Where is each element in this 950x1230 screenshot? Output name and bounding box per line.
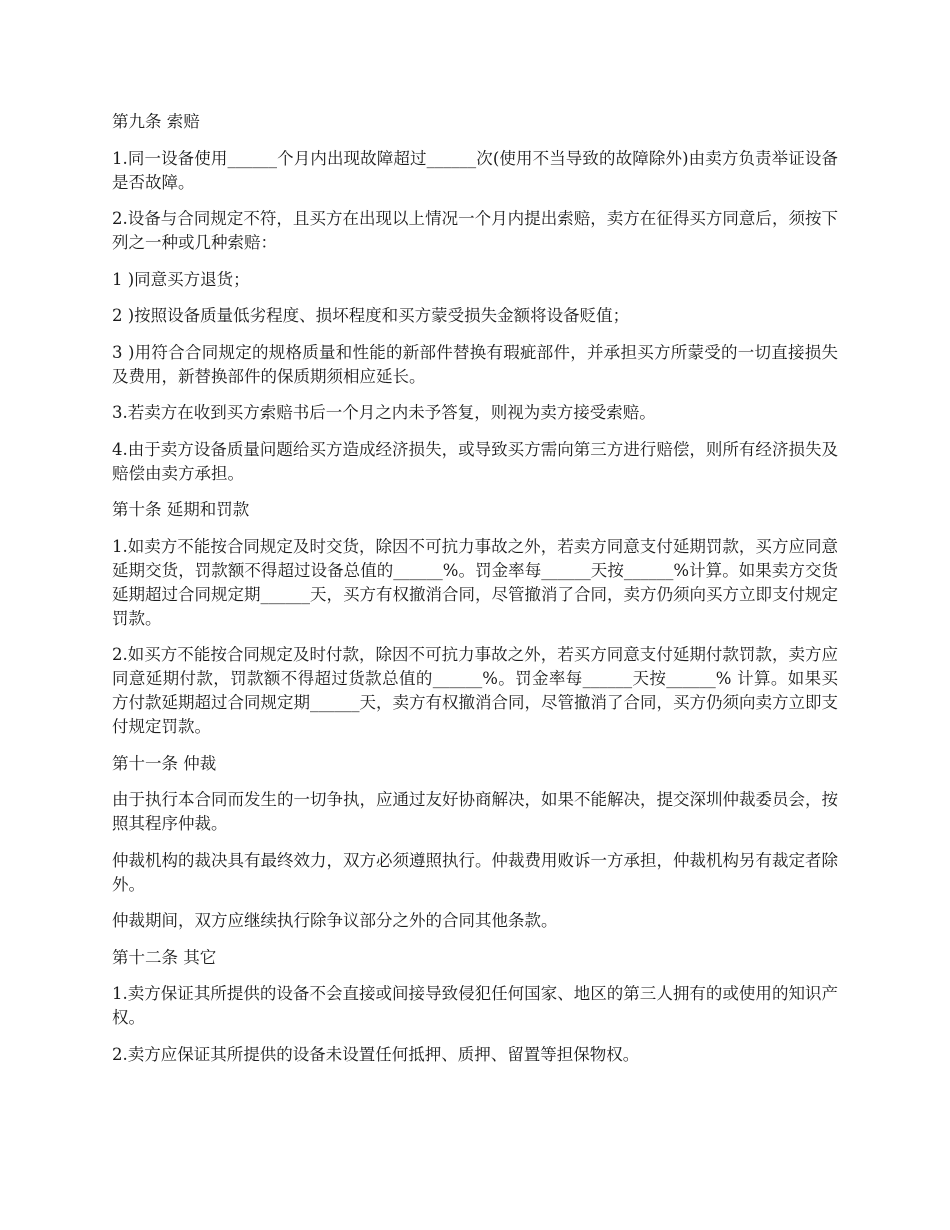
clause-9-2-option-1: 1 )同意买方退货； [112, 269, 250, 289]
clause-9-2-option-3: 3 )用符合合同规定的规格质量和性能的新部件替换有瑕疵部件，并承担买方所蒙受的一切直接损失及费用，新替换部件的保质期须相应延长。 [112, 342, 838, 386]
section-heading-9: 第九条 索赔 [112, 112, 200, 131]
clause-10-2: 2.如买方不能按合同规定及时付款，除因不可抗力事故之外，若买方同意支付延期付款罚款，卖方应同意延期付款，罚款额不得超过货款总值的______%。罚金率每______天按______% 计算。如果买方付款延期超过合同规定期______天，卖方有权撤消合同，尽管撤消了合同，买方仍须向卖方立即支付规定罚款。 [112, 645, 838, 736]
section-heading-10: 第十条 延期和罚款 [112, 500, 250, 519]
clause-9-1: 1.同一设备使用______个月内出现故障超过______次(使用不当导致的故障除外)由卖方负责举证设备是否故障。 [112, 148, 838, 192]
clause-10-1: 1.如卖方不能按合同规定及时交货，除因不可抗力事故之外，若卖方同意支付延期罚款，买方应同意延期交货，罚款额不得超过设备总值的______%。罚金率每______天按______%计算。如果卖方交货延期超过合同规定期______天，买方有权撤消合同，尽管撤消了合同，卖方仍须向买方立即支付规定罚款。 [112, 536, 838, 628]
clause-9-2: 2.设备与合同规定不符，且买方在出现以上情况一个月内提出索赔，卖方在征得买方同意后，须按下列之一种或几种索赔： [112, 209, 838, 252]
clause-11-3: 仲裁期间，双方应继续执行除争议部分之外的合同其他条款。 [112, 911, 558, 930]
section-heading-11: 第十一条 仲裁 [112, 753, 217, 773]
clause-11-1: 由于执行本合同而发生的一切争执，应通过友好协商解决，如果不能解决，提交深圳仲裁委员会，按照其程序仲裁。 [112, 790, 838, 833]
section-heading-12: 第十二条 其它 [112, 947, 217, 967]
clause-9-3: 3.若卖方在收到买方索赔书后一个月之内未予答复，则视为卖方接受索赔。 [112, 403, 656, 422]
clause-12-2: 2.卖方应保证其所提供的设备未设置任何抵押、质押、留置等担保物权。 [112, 1044, 640, 1064]
clause-9-4: 4.由于卖方设备质量问题给买方造成经济损失，或导致买方需向第三方进行赔偿，则所有经济损失及赔偿由卖方承担。 [112, 439, 838, 483]
clause-11-2: 仲裁机构的裁决具有最终效力，双方必须遵照执行。仲裁费用败诉一方承担，仲裁机构另有裁定者除外。 [112, 850, 838, 894]
clause-12-1: 1.卖方保证其所提供的设备不会直接或间接导致侵犯任何国家、地区的第三人拥有的或使用的知识产权。 [112, 984, 838, 1027]
clause-9-2-option-2: 2 )按照设备质量低劣程度、损坏程度和买方蒙受损失金额将设备贬值； [112, 306, 630, 325]
document-body [112, 110, 838, 1079]
